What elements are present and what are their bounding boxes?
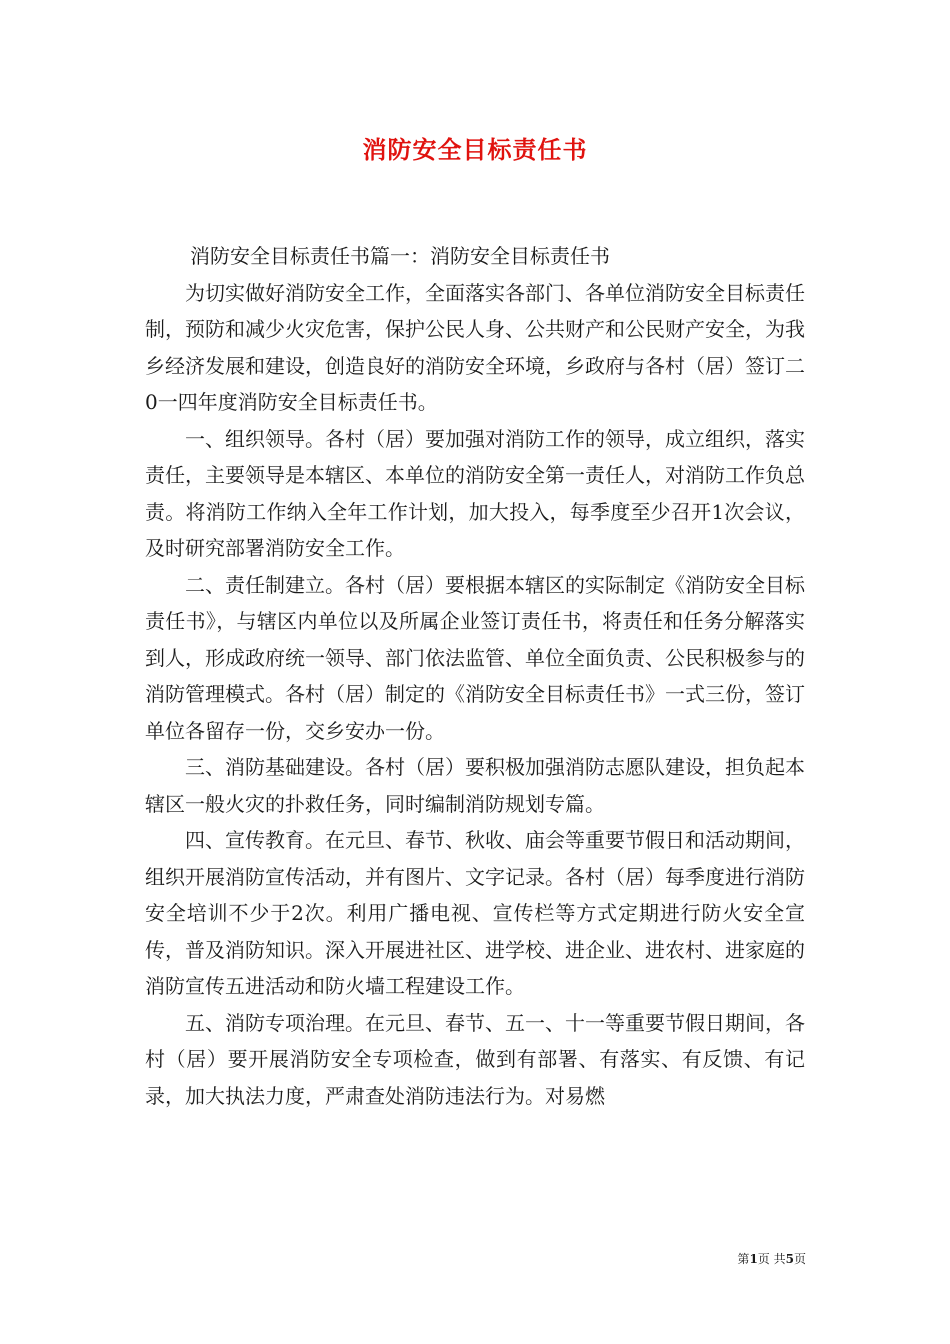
current-page: 1 [749,1252,758,1266]
page-number-middle: 页 共 [757,1252,786,1266]
paragraph-responsibility-system: 二、责任制建立。各村（居）要根据本辖区的实际制定《消防安全目标责任书》，与辖区内单位以及所属企业签订责任书，将责任和任务分解落实到人，形成政府统一领导、部门依法监管、单位全面负责、公民积极参与的消防管理模式。各村（居）制定的《消防安全目标责任书》一式三份，签订单位各留存一份，交乡安办一份。 [145,572,805,743]
paragraph-organization-leadership: 一、组织领导。各村（居）要加强对消防工作的领导，成立组织，落实责任，主要领导是本辖区、本单位的消防安全第一责任人，对消防工作负总责。将消防工作纳入全年工作计划，加大投入，每季度至少召开1次会议，及时研究部署消防安全工作。 [145,426,805,560]
document-subtitle: 消防安全目标责任书篇一：消防安全目标责任书 [190,244,610,268]
page-number-suffix: 页 [793,1252,806,1266]
paragraph-publicity-education: 四、宣传教育。在元旦、春节、秋收、庙会等重要节假日和活动期间，组织开展消防宣传活动，并有图片、文字记录。各村（居）每季度进行消防安全培训不少于2次。利用广播电视、宣传栏等方式定期进行防火安全宣传，普及消防知识。深入开展进社区、进学校、进企业、进农村、进家庭的消防宣传五进活动和防火墙工程建设工作。 [145,828,805,998]
total-pages: 5 [785,1252,794,1266]
document-title: 消防安全目标责任书 [362,135,588,164]
paragraph-fire-infrastructure: 三、消防基础建设。各村（居）要积极加强消防志愿队建设，担负起本辖区一般火灾的扑救任务，同时编制消防规划专篇。 [145,755,805,816]
document-body [145,238,805,1114]
paragraph-intro: 为切实做好消防安全工作，全面落实各部门、各单位消防安全目标责任制，预防和减少火灾危害，保护公民人身、公共财产和公民财产安全，为我乡经济发展和建设，创造良好的消防安全环境，乡政府与各村（居）签订二0一四年度消防安全目标责任书。 [145,280,805,414]
page-number-prefix: 第 [737,1252,750,1266]
paragraph-special-governance: 五、消防专项治理。在元旦、春节、五一、十一等重要节假日期间，各村（居）要开展消防安全专项检查，做到有部署、有落实、有反馈、有记录，加大执法力度，严肃查处消防违法行为。对易燃 [145,1010,805,1108]
page-number [737,1250,806,1267]
